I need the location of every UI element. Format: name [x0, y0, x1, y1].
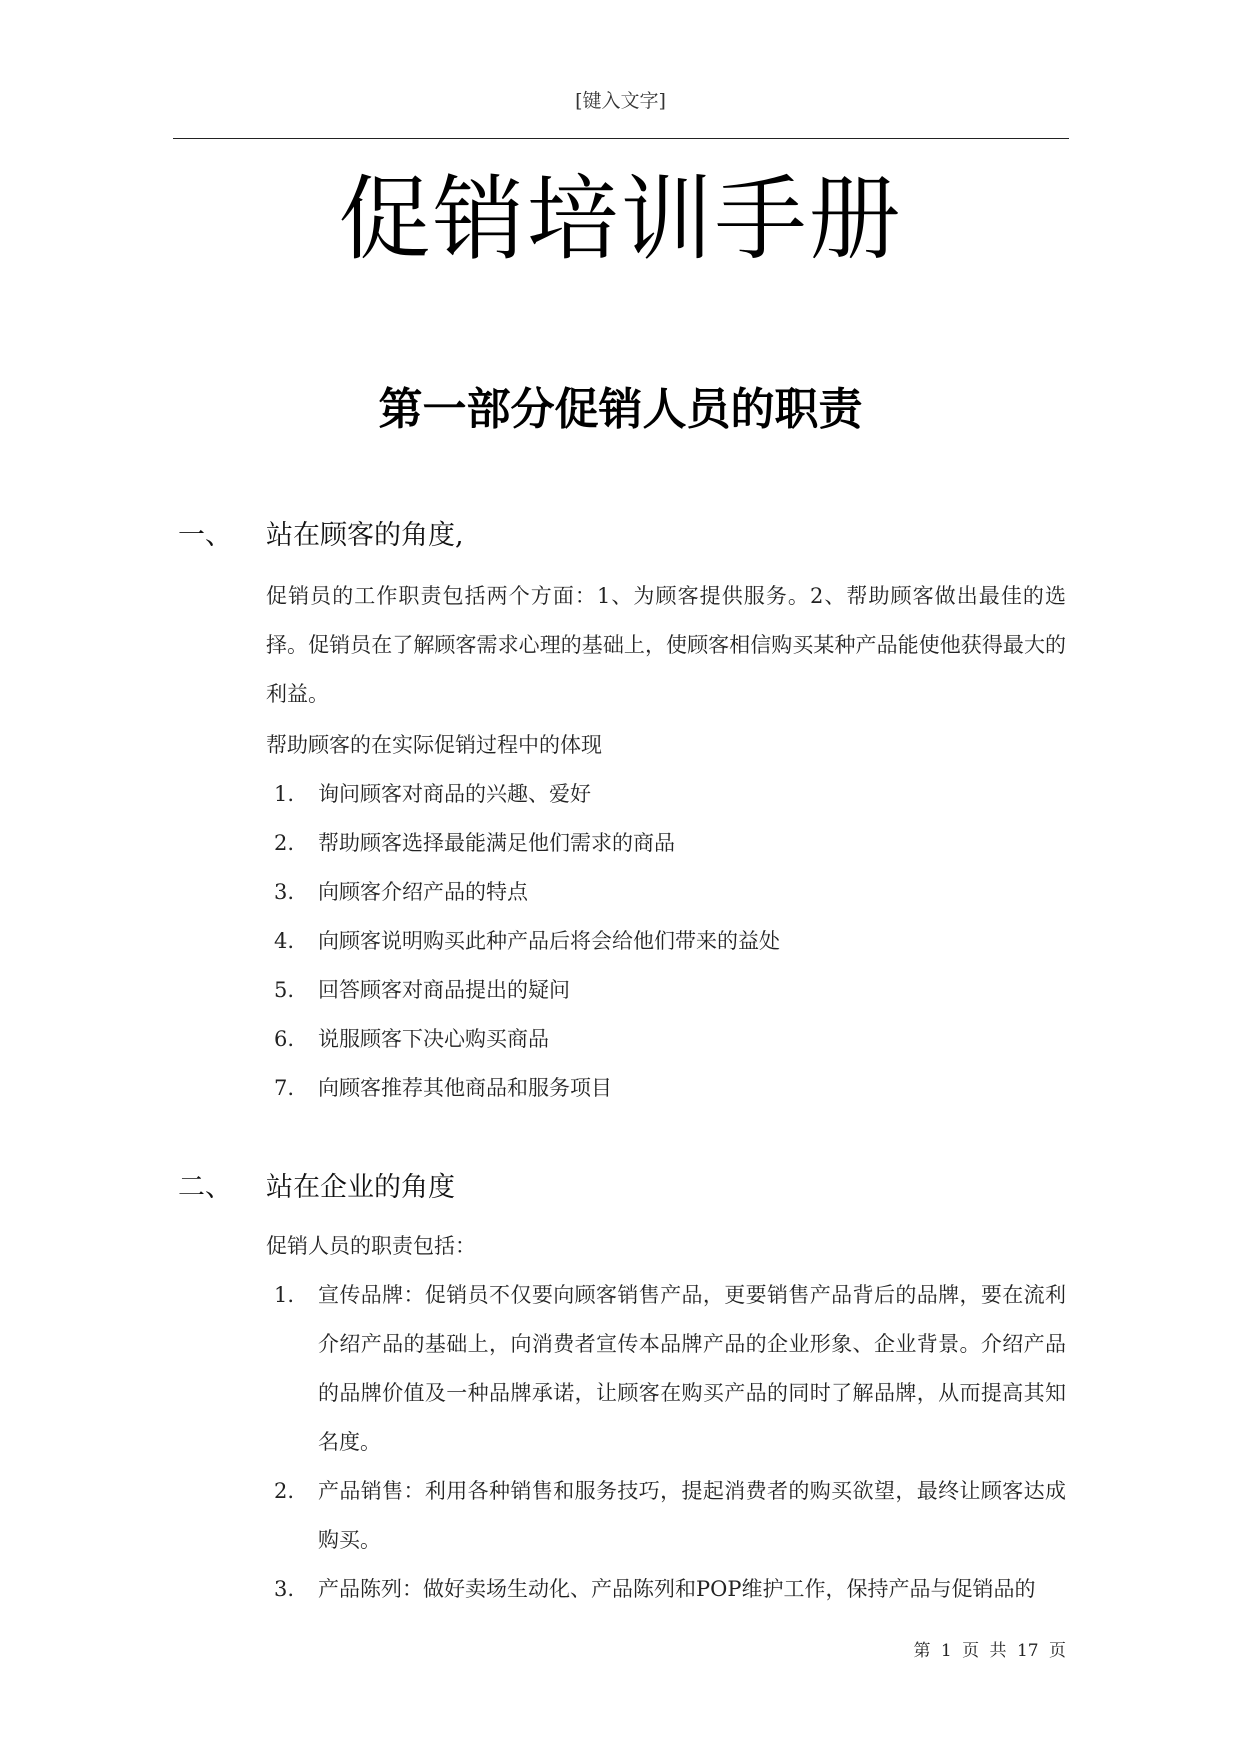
- list-item-text: 帮助顾客选择最能满足他们需求的商品: [318, 831, 675, 855]
- part-title: 第一部分促销人员的职责: [378, 384, 863, 435]
- section-1-title: 站在顾客的角度,: [266, 520, 464, 551]
- section-1-intro: 帮助顾客的在实际促销过程中的体现: [266, 733, 602, 757]
- list-item-number: 1.: [274, 1283, 295, 1307]
- list-item-number: 2.: [274, 1479, 295, 1503]
- list-item-text: 说服顾客下决心购买商品: [318, 1027, 549, 1051]
- list-item-number: 4.: [274, 929, 295, 953]
- list-item-number: 6.: [274, 1027, 295, 1051]
- list-item-text: 宣传品牌：促销员不仅要向顾客销售产品，更要销售产品背后的品牌，要在流利介绍产品的基础上，向消费者宣传本品牌产品的企业形象、企业背景。介绍产品的品牌价值及一种品牌承诺，让顾客在购买产品的同时了解品牌，从而提高其知名度。: [318, 1283, 1066, 1454]
- list-item-number: 2.: [274, 831, 295, 855]
- section-2-title: 站在企业的角度: [266, 1172, 455, 1203]
- list-item-number: 7.: [274, 1076, 295, 1100]
- list-item-text: 向顾客推荐其他商品和服务项目: [318, 1076, 612, 1100]
- page-footer: 第 1 页 共 17 页: [913, 1641, 1066, 1661]
- list-item-number: 3.: [274, 1577, 295, 1601]
- document-title: 促销培训手册: [338, 166, 903, 273]
- section-1-number: 一、: [178, 520, 232, 551]
- list-item-number: 3.: [274, 880, 295, 904]
- list-item-number: 5.: [274, 978, 295, 1002]
- page-header: [键入文字]: [575, 90, 666, 112]
- section-2-intro: 促销人员的职责包括：: [266, 1234, 476, 1258]
- list-item-text: 产品销售：利用各种销售和服务技巧，提起消费者的购买欲望，最终让顾客达成购买。: [318, 1479, 1066, 1552]
- section-1-paragraph: 促销员的工作职责包括两个方面：1、为顾客提供服务。2、帮助顾客做出最佳的选择。促销员在了解顾客需求心理的基础上，使顾客相信购买某种产品能使他获得最大的利益。: [266, 584, 1066, 706]
- list-item-text: 产品陈列：做好卖场生动化、产品陈列和POP维护工作，保持产品与促销品的: [318, 1577, 1036, 1601]
- list-item-number: 1.: [274, 782, 295, 806]
- list-item-text: 询问顾客对商品的兴趣、爱好: [318, 782, 591, 806]
- list-item-text: 回答顾客对商品提出的疑问: [318, 978, 570, 1002]
- list-item-text: 向顾客介绍产品的特点: [318, 880, 528, 904]
- header-rule: [173, 138, 1069, 139]
- list-item-text: 向顾客说明购买此种产品后将会给他们带来的益处: [318, 929, 780, 953]
- section-2-number: 二、: [178, 1172, 232, 1203]
